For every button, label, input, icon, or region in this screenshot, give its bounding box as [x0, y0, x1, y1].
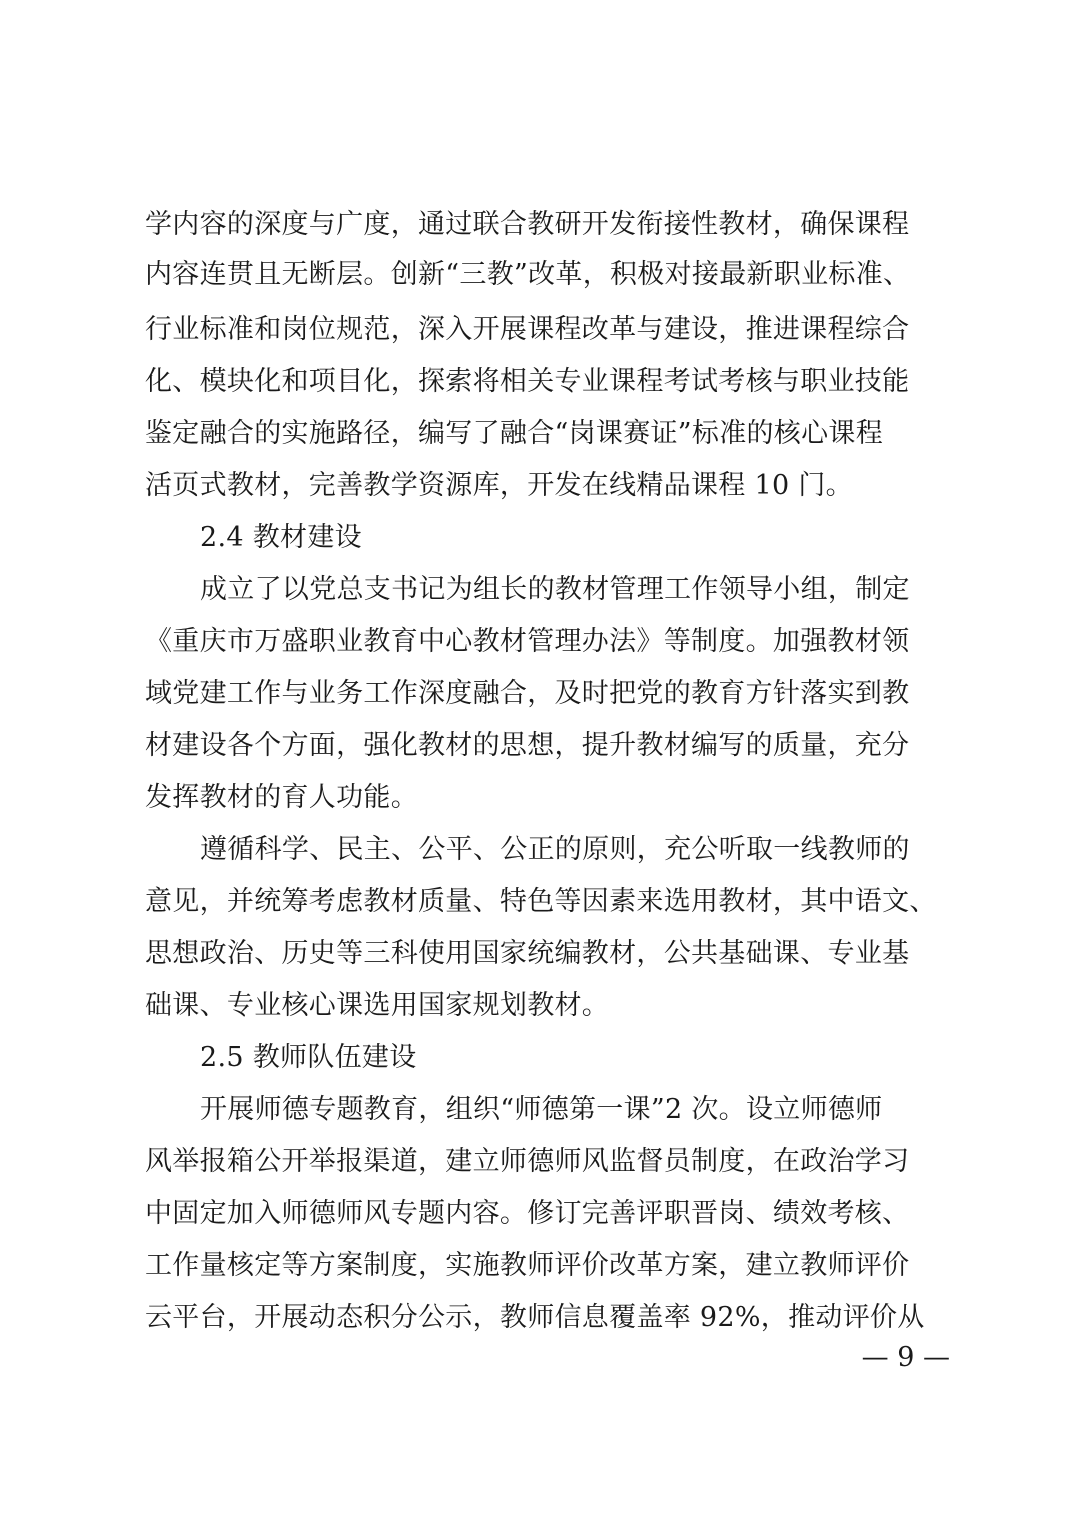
page-number: — 9 —	[861, 1342, 950, 1373]
paragraph-line: 思想政治、历史等三科使用国家统编教材，公共基础课、专业基	[145, 938, 910, 969]
paragraph-line: 化、模块化和项目化，探索将相关专业课程考试考核与职业技能	[145, 366, 910, 397]
paragraph-line: 工作量核定等方案制度，实施教师评价改革方案，建立教师评价	[145, 1250, 910, 1281]
paragraph-line: 鉴定融合的实施路径，编写了融合“岗课赛证”标准的核心课程	[145, 418, 884, 449]
paragraph-line: 意见，并统筹考虑教材质量、特色等因素来选用教材，其中语文、	[145, 886, 937, 917]
paragraph-line: 云平台，开展动态积分公示，教师信息覆盖率 92%，推动评价从	[145, 1302, 925, 1333]
paragraph-line: 遵循科学、民主、公平、公正的原则，充公听取一线教师的	[200, 834, 910, 865]
paragraph-line: 活页式教材，完善教学资源库，开发在线精品课程 10 门。	[145, 470, 853, 501]
paragraph-line: 《重庆市万盛职业教育中心教材管理办法》等制度。加强教材领	[145, 626, 910, 657]
paragraph-line: 开展师德专题教育，组织“师德第一课”2 次。设立师德师	[200, 1094, 883, 1125]
paragraph-line: 风举报箱公开举报渠道，建立师德师风监督员制度，在政治学习	[145, 1146, 910, 1177]
paragraph-line: 学内容的深度与广度，通过联合教研开发衔接性教材，确保课程	[145, 209, 910, 240]
section-heading-2-5: 2.5 教师队伍建设	[200, 1042, 417, 1073]
paragraph-line: 发挥教材的育人功能。	[145, 782, 418, 813]
paragraph-line: 材建设各个方面，强化教材的思想，提升教材编写的质量，充分	[145, 730, 910, 761]
paragraph-line: 域党建工作与业务工作深度融合，及时把党的教育方针落实到教	[145, 678, 910, 709]
paragraph-line: 内容连贯且无断层。创新“三教”改革，积极对接最新职业标准、	[145, 259, 911, 290]
paragraph-line: 中固定加入师德师风专题内容。修订完善评职晋岗、绩效考核、	[145, 1198, 910, 1229]
paragraph-line: 行业标准和岗位规范，深入开展课程改革与建设，推进课程综合	[145, 314, 910, 345]
section-heading-2-4: 2.4 教材建设	[200, 522, 362, 553]
paragraph-line: 础课、专业核心课选用国家规划教材。	[145, 990, 610, 1021]
paragraph-line: 成立了以党总支书记为组长的教材管理工作领导小组，制定	[200, 574, 910, 605]
